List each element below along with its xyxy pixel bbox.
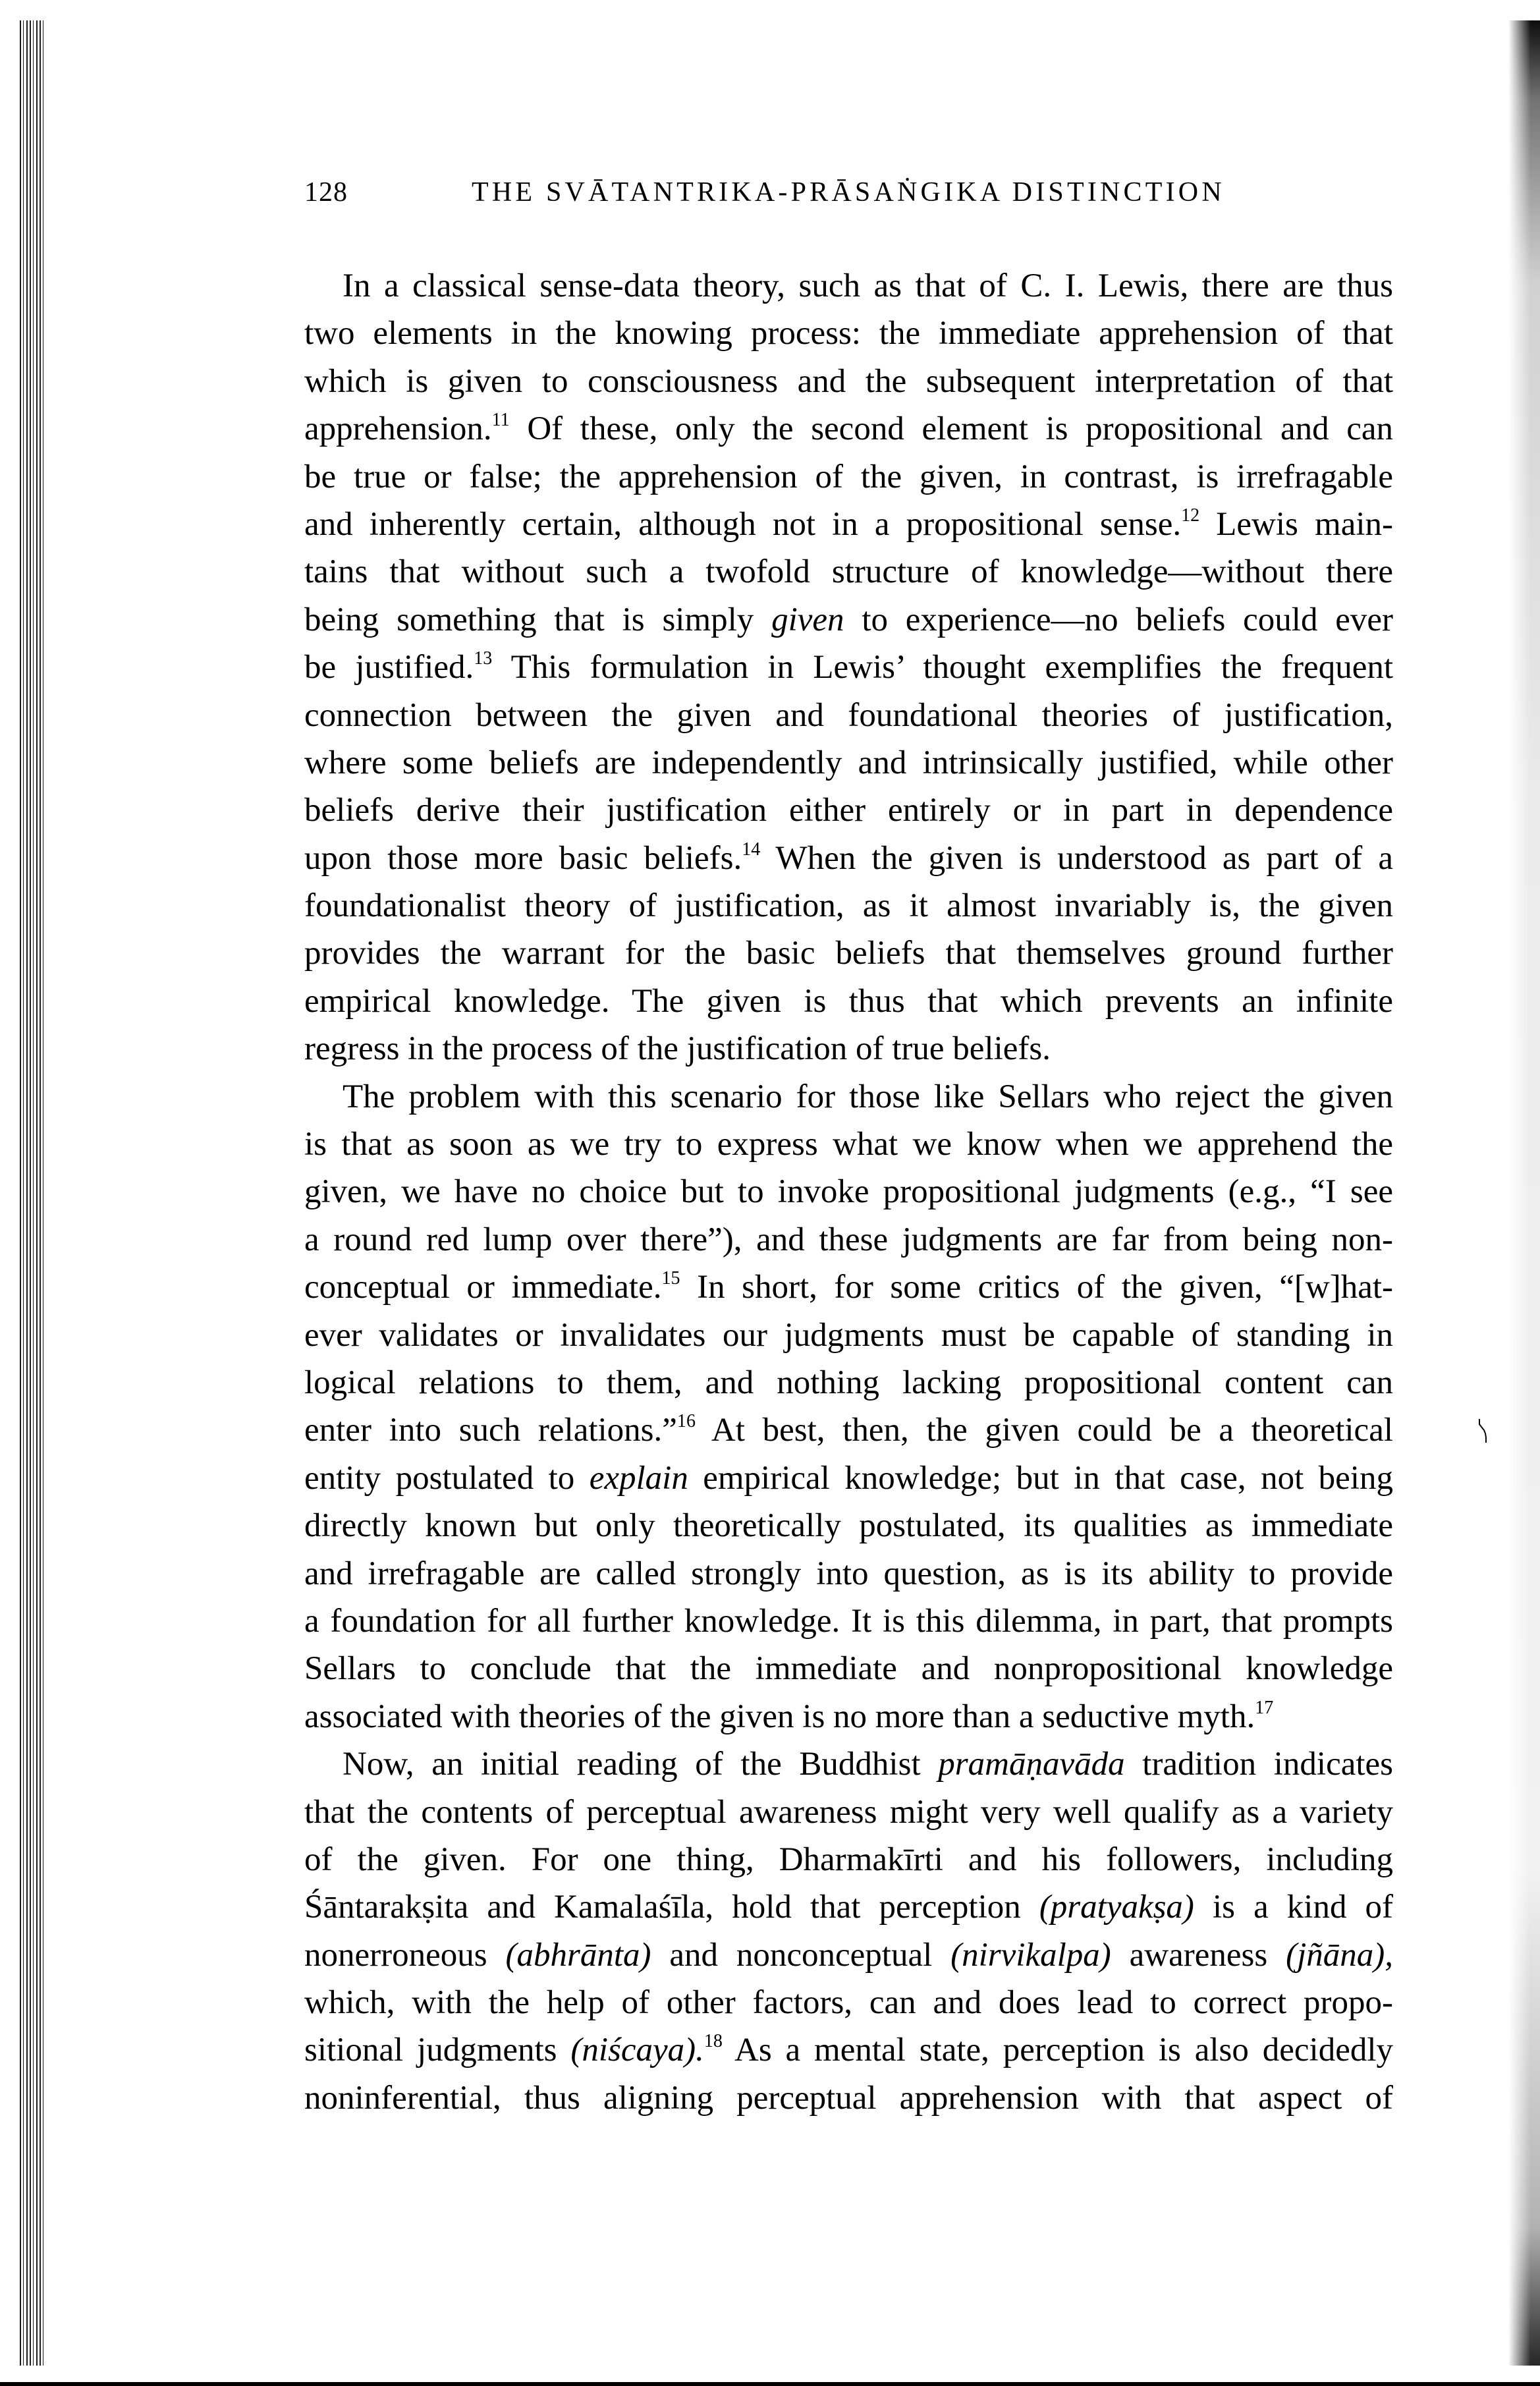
running-head-title: THE SVĀTANTRIKA-PRĀSAṄGIKA DISTINCTION	[472, 177, 1225, 208]
footnote-marker: 17	[1255, 1697, 1274, 1718]
text-line	[304, 978, 1393, 1025]
footnote-marker: 12	[1181, 505, 1200, 526]
text-line	[304, 1312, 1393, 1359]
page-number: 128	[304, 177, 348, 208]
text-line	[304, 262, 1393, 310]
italic-term: explain	[589, 1459, 688, 1497]
text-run: connection between the given and foundational theories of justification,	[304, 696, 1393, 734]
italic-term: (jñāna),	[1286, 1936, 1393, 1974]
text-run: At best, then, the given could be a theoretical	[695, 1412, 1394, 1449]
text-line	[304, 1168, 1393, 1215]
text-run: entity postulated to	[304, 1459, 590, 1497]
text-run: a round red lump over there”), and these judgments are far from being non-	[304, 1221, 1393, 1258]
text-run: a foundation for all further knowledge. It is this dilemma, in part, that prompts	[304, 1602, 1393, 1640]
text-run: upon those more basic beliefs.	[304, 839, 742, 877]
text-line	[304, 1359, 1393, 1406]
text-line	[304, 1216, 1393, 1263]
paragraph	[304, 1740, 1393, 2122]
text-run: ever validates or invalidates our judgments must be capable of standing in	[304, 1316, 1393, 1354]
italic-term: (pratyakṣa)	[1039, 1889, 1194, 1926]
text-line	[304, 1597, 1393, 1645]
text-run: is that as soon as we try to express what we know when we apprehend the	[304, 1126, 1393, 1163]
text-run: nonerroneous	[304, 1936, 506, 1974]
text-run: awareness	[1111, 1936, 1286, 1974]
text-line	[304, 405, 1393, 453]
footnote-marker: 16	[676, 1411, 696, 1432]
text-line	[304, 1263, 1393, 1311]
footnote-marker: 15	[661, 1268, 680, 1289]
text-line	[304, 787, 1393, 834]
paragraph	[304, 262, 1393, 1073]
text-line	[304, 739, 1393, 787]
text-line	[304, 2074, 1393, 2122]
text-run: Lewis main-	[1199, 505, 1393, 543]
text-line	[304, 1502, 1393, 1549]
text-run: given, we have no choice but to invoke propositional judgments (e.g., “I see	[304, 1173, 1393, 1211]
footnote-marker: 18	[703, 2031, 723, 2052]
text-line	[304, 1645, 1393, 1692]
text-run: and nonconceptual	[651, 1936, 951, 1974]
text-run: regress in the process of the justification of true beliefs.	[304, 1030, 1051, 1068]
text-line	[304, 1550, 1393, 1597]
footnote-marker: 14	[742, 839, 761, 860]
italic-term: (abhrānta)	[505, 1936, 651, 1974]
text-line	[304, 644, 1393, 691]
text-line	[304, 1455, 1393, 1502]
text-run: of the given. For one thing, Dharmakīrti and his followers, including	[304, 1841, 1393, 1878]
text-line	[304, 548, 1393, 596]
text-run: directly known but only theoretically postulated, its qualities as immediate	[304, 1507, 1393, 1545]
italic-term: pramāṇavāda	[938, 1746, 1125, 1783]
text-run: tains that without such a twofold structure of knowledge—without there	[304, 553, 1393, 591]
text-run: empirical knowledge. The given is thus that which prevents an infinite	[304, 982, 1393, 1020]
binding-gutter-lines	[20, 20, 46, 2366]
text-line	[304, 692, 1393, 739]
text-line	[304, 929, 1393, 977]
text-run: foundationalist theory of justification, as it almost invariably is, the given	[304, 887, 1393, 925]
text-run: two elements in the knowing process: the immediate apprehension of that	[304, 315, 1393, 352]
italic-term: (niścaya).	[570, 2032, 704, 2069]
text-line	[304, 1931, 1393, 1979]
text-run: to experience—no beliefs could ever	[844, 601, 1393, 638]
text-run: enter into such relations.”	[304, 1412, 677, 1449]
text-line	[304, 1025, 1393, 1072]
text-run: tradition indicates	[1124, 1746, 1393, 1783]
text-line	[304, 1883, 1393, 1931]
text-line	[304, 453, 1393, 501]
text-run: In a classical sense-data theory, such as that of C. I. Lewis, there are thus	[343, 267, 1393, 304]
text-run: that the contents of perceptual awareness might very well qualify as a variety	[304, 1793, 1393, 1831]
italic-term: given	[771, 601, 844, 638]
text-run: In short, for some critics of the given, “[w]hat-	[680, 1269, 1393, 1306]
text-run: beliefs derive their justification either entirely or in part in dependence	[304, 792, 1393, 829]
text-line	[304, 882, 1393, 929]
scan-artifact-mark	[1478, 1419, 1487, 1443]
text-run: and irrefragable are called strongly into question, as is its ability to provide	[304, 1555, 1393, 1592]
text-line	[304, 1836, 1393, 1883]
text-run: The problem with this scenario for those like Sellars who reject the given	[343, 1078, 1393, 1115]
text-run: As a mental state, perception is also decidedly	[722, 2032, 1394, 2069]
text-run: be justified.	[304, 649, 474, 686]
text-run: sitional judgments	[304, 2032, 571, 2069]
text-run: is a kind of	[1194, 1889, 1393, 1926]
text-line	[304, 1073, 1393, 1121]
body-text	[304, 262, 1393, 2122]
text-line	[304, 1693, 1393, 1740]
text-line	[304, 835, 1393, 882]
text-run: Now, an initial reading of the Buddhist	[343, 1746, 939, 1783]
text-run: which is given to consciousness and the subsequent interpretation of that	[304, 362, 1393, 400]
text-run: noninferential, thus aligning perceptual apprehension with that aspect of	[304, 2079, 1393, 2117]
text-run: conceptual or immediate.	[304, 1269, 662, 1306]
text-run: Of these, only the second element is propositional and can	[509, 410, 1393, 448]
text-line	[304, 596, 1393, 644]
text-run: be true or false; the apprehension of the given, in contrast, is irrefragable	[304, 458, 1393, 495]
scan-bottom-border	[0, 2382, 1540, 2386]
text-run: logical relations to them, and nothing lacking propositional content can	[304, 1364, 1393, 1401]
text-line	[304, 1979, 1393, 2026]
text-run: being something that is simply	[304, 601, 772, 638]
text-run: where some beliefs are independently and intrinsically justified, while other	[304, 744, 1393, 781]
text-line	[304, 358, 1393, 405]
running-head	[304, 173, 1424, 212]
text-run: and inherently certain, although not in a propositional sense.	[304, 505, 1182, 543]
text-run: Sellars to conclude that the immediate and nonpropositional knowledge	[304, 1650, 1393, 1688]
text-line	[304, 1789, 1393, 1836]
text-run: When the given is understood as part of a	[760, 839, 1393, 877]
text-line	[304, 501, 1393, 548]
text-line	[304, 1121, 1393, 1168]
text-line	[304, 1406, 1393, 1454]
text-line	[304, 310, 1393, 357]
text-run: associated with theories of the given is no more than a seductive myth.	[304, 1698, 1255, 1735]
page-edge-shadow	[1508, 20, 1540, 2366]
footnote-marker: 13	[474, 648, 493, 669]
footnote-marker: 11	[491, 410, 510, 431]
text-run: which, with the help of other factors, can and does lead to correct propo-	[304, 1984, 1393, 2022]
paragraph	[304, 1073, 1393, 1740]
text-run: apprehension.	[304, 410, 492, 448]
italic-term: (nirvikalpa)	[950, 1936, 1111, 1974]
text-run: empirical knowledge; but in that case, not being	[688, 1459, 1393, 1497]
text-line	[304, 2026, 1393, 2074]
text-run: This formulation in Lewis’ thought exemplifies the frequent	[492, 649, 1393, 686]
text-run: Śāntarakṣita and Kamalaśīla, hold that perception	[304, 1889, 1039, 1926]
text-run: provides the warrant for the basic beliefs that themselves ground further	[304, 935, 1393, 972]
text-line	[304, 1740, 1393, 1788]
